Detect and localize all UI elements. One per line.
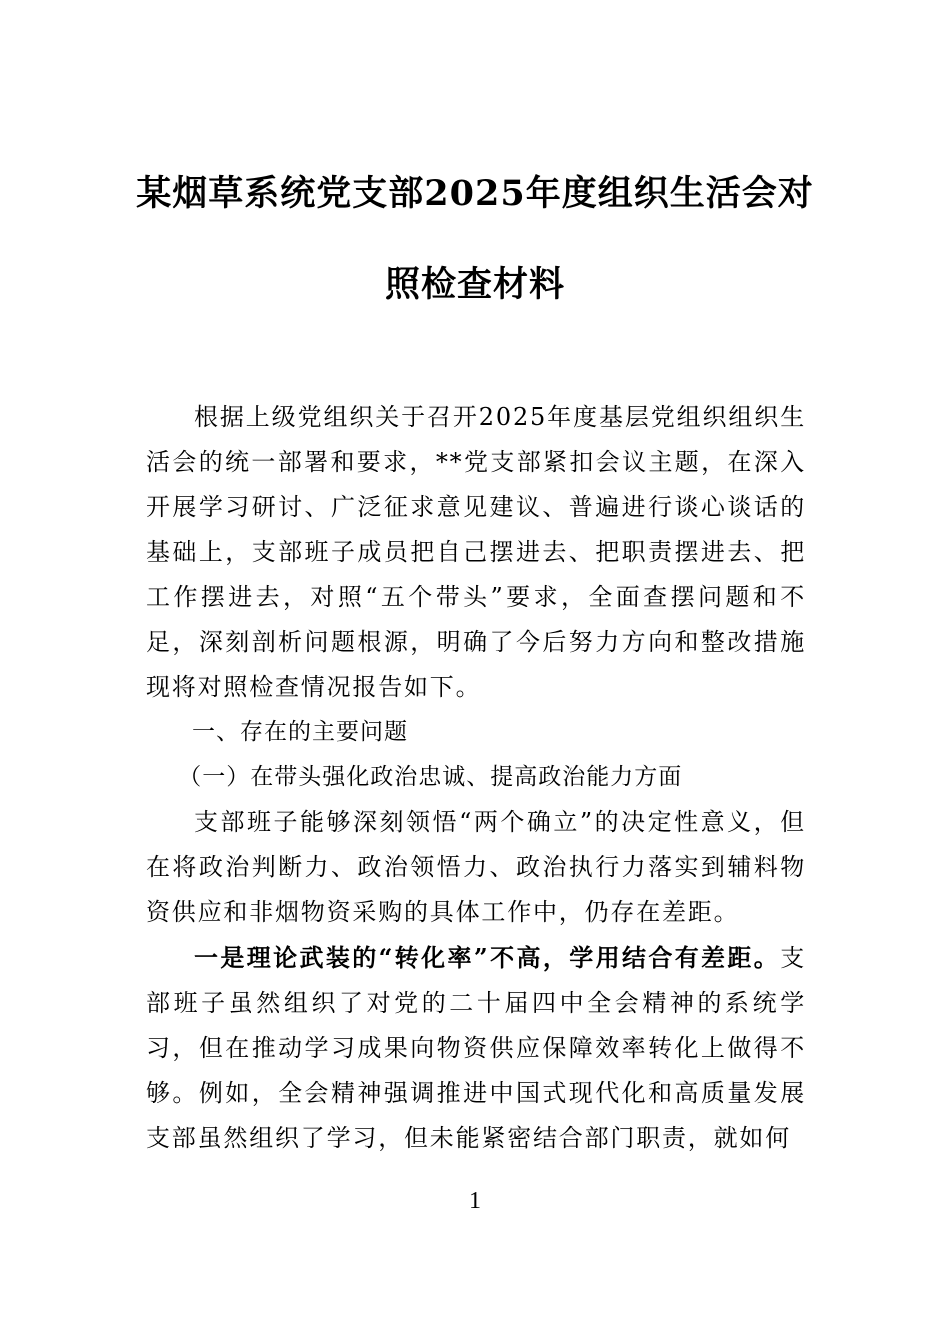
subsection-heading: （一）在带头强化政治忠诚、提高政治能力方面 — [178, 764, 683, 790]
document-title-line-1: 某烟草系统党支部2025年度组织生活会对 — [136, 173, 814, 214]
document-body — [146, 395, 806, 1161]
page-number: 1 — [469, 1188, 481, 1214]
point-paragraph — [146, 935, 806, 1161]
point-body-text: 支部班子虽然组织了对党的二十届四中全会精神的系统学习，但在推动学习成果向物资供应保障效率转化上做得不够。例如，全会精神强调推进中国式现代化和高质量发展支部虽然组织了学习，但未能紧密结合部门职责，就如何 — [146, 944, 806, 1152]
document-title-line-2: 照检查材料 — [384, 264, 565, 305]
subsection-paragraph: 支部班子能够深刻领悟“两个确立”的决定性意义，但在将政治判断力、政治领悟力、政治执行力落实到辅料物资供应和非烟物资采购的具体工作中，仍存在差距。 — [146, 808, 806, 926]
point-lead-text: 一是理论武装的“转化率”不高，学用结合有差距。 — [194, 943, 781, 972]
section-heading: 一、存在的主要问题 — [192, 719, 408, 745]
intro-paragraph: 根据上级党组织关于召开2025年度基层党组织组织生活会的统一部署和要求，**党支部紧扣会议主题，在深入开展学习研讨、广泛征求意见建议、普遍进行谈心谈话的基础上，支部班子成员把自己摆进去、把职责摆进去、把工作摆进去，对照“五个带头”要求，全面查摆问题和不足，深刻剖析问题根源，明确了今后努力方向和整改措施现将对照检查情况报告如下。 — [146, 403, 806, 701]
